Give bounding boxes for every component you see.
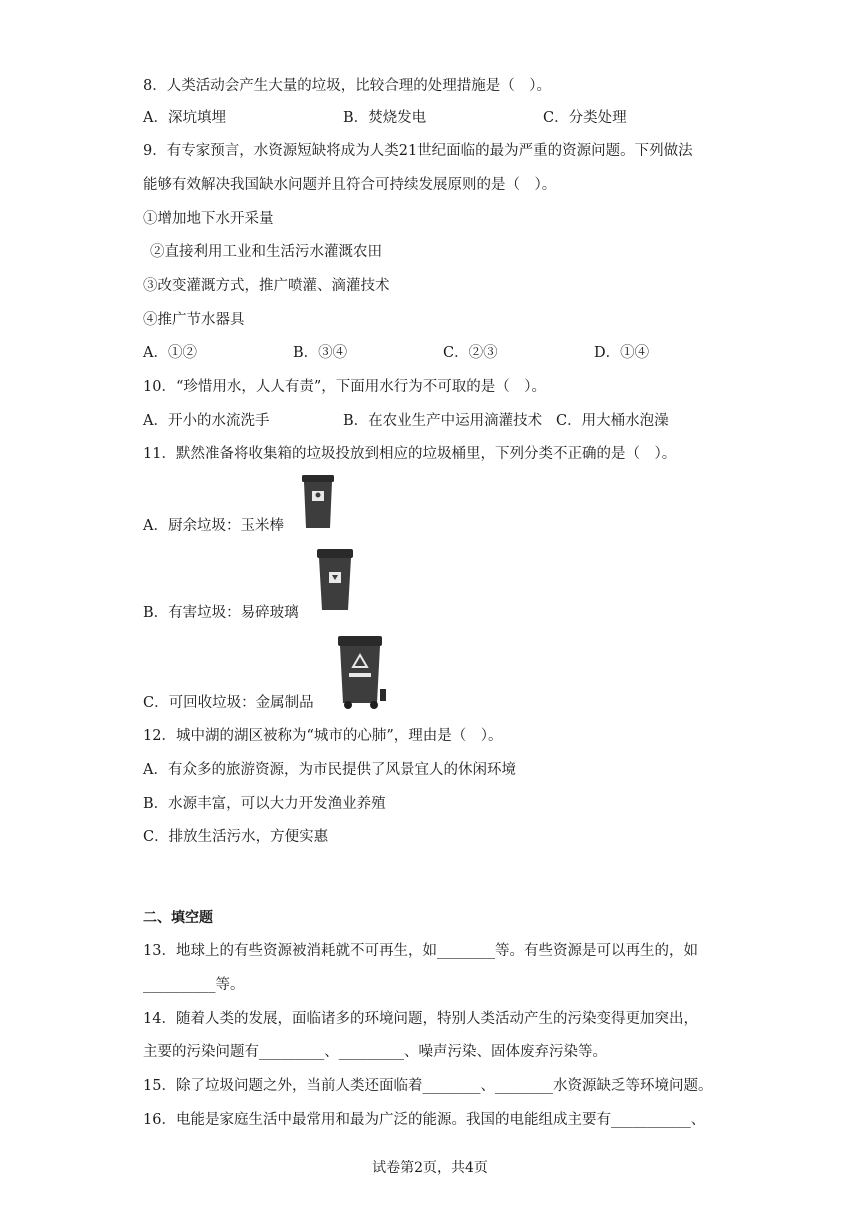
question-8-options <box>143 108 723 128</box>
kitchen-waste-bin-icon <box>301 473 335 531</box>
question-10-stem: 10．“珍惜用水，人人有责”，下面用水行为不可取的是（ ）。 <box>143 379 547 395</box>
recyclable-waste-bin-icon <box>336 635 388 710</box>
question-13-line1: 13．地球上的有些资源被消耗就不可再生，如________等。有些资源是可以再生的，如 <box>143 943 698 959</box>
section-title: 二、填空题 <box>143 910 213 926</box>
q9-option-c: C．②③ <box>443 345 498 361</box>
question-12-stem: 12．城中湖的湖区被称为“城市的心肺”，理由是（ ）。 <box>143 728 503 744</box>
page-footer: 试卷第2页，共4页 <box>372 1160 488 1176</box>
q12-option-b: B．水源丰富，可以大力开发渔业养殖 <box>143 796 386 812</box>
q11-option-a: A．厨余垃圾：玉米棒 <box>143 518 284 534</box>
q9-option-d: D．①④ <box>594 345 650 361</box>
question-16-line1: 16．电能是家庭生活中最常用和最为广泛的能源。我国的电能组成主要有___________、 <box>143 1112 706 1128</box>
question-8-stem: 8．人类活动会产生大量的垃圾，比较合理的处理措施是（ ）。 <box>143 78 551 94</box>
question-14-line1: 14．随着人类的发展，面临诸多的环境问题，特别人类活动产生的污染变得更加突出， <box>143 1011 698 1027</box>
q9-item-1: ①增加地下水开采量 <box>143 211 274 227</box>
hazardous-waste-bin-icon <box>316 548 354 612</box>
question-14-line2: 主要的污染问题有_________、_________、噪声污染、固体废弃污染等。 <box>143 1044 607 1060</box>
question-9-stem-line1: 9．有专家预言，水资源短缺将成为人类21世纪面临的最为严重的资源问题。下列做法 <box>143 143 693 159</box>
q12-option-a: A．有众多的旅游资源，为市民提供了风景宜人的休闲环境 <box>143 762 516 778</box>
q10-option-b: B．在农业生产中运用滴灌技术 <box>343 413 543 429</box>
question-15-line1: 15．除了垃圾问题之外，当前人类还面临着________、________水资源缺乏等环境问题。 <box>143 1078 713 1094</box>
q8-option-a: A．深坑填埋 <box>143 110 226 126</box>
q9-item-2: ②直接利用工业和生活污水灌溉农田 <box>150 244 382 260</box>
question-10-options <box>143 411 723 431</box>
q9-option-b: B．③④ <box>293 345 348 361</box>
q9-item-4: ④推广节水器具 <box>143 312 245 328</box>
q11-option-b: B．有害垃圾：易碎玻璃 <box>143 605 299 621</box>
q10-option-a: A．开小的水流洗手 <box>143 413 270 429</box>
question-13-line2: __________等。 <box>143 977 245 993</box>
q9-option-a: A．①② <box>143 345 197 361</box>
q8-option-c: C．分类处理 <box>543 110 627 126</box>
q9-item-3: ③改变灌溉方式，推广喷灌、滴灌技术 <box>143 278 390 294</box>
q10-option-c: C．用大桶水泡澡 <box>556 413 669 429</box>
question-9-stem-line2: 能够有效解决我国缺水问题并且符合可持续发展原则的是（ ）。 <box>143 177 557 193</box>
question-9-options <box>143 343 723 363</box>
q12-option-c: C．排放生活污水，方便实惠 <box>143 829 329 845</box>
q8-option-b: B．焚烧发电 <box>343 110 427 126</box>
q11-option-c: C．可回收垃圾：金属制品 <box>143 695 314 711</box>
question-11-stem: 11．默然准备将收集箱的垃圾投放到相应的垃圾桶里，下列分类不正确的是（ ）。 <box>143 446 677 462</box>
